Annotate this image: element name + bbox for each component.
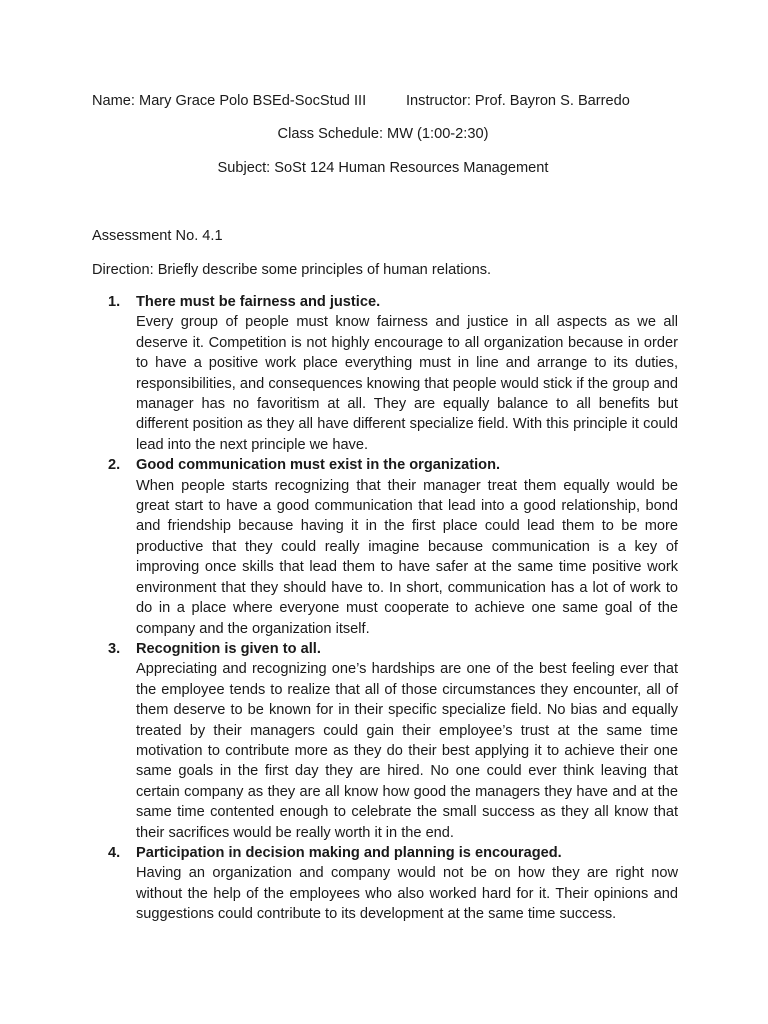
principle-body: Every group of people must know fairness and justice in all aspects as we all deserve it. Competition is not highly encourage to all organization because in order to have a positive work place everything must in line and arrange to its duties, responsibilities, and consequences knowing that people would stick if the group and manager has no favoritism at all. They are equally balance to all benefits but different position as they all have different specialize field. With this principle it could lead into the next principle we have. — [136, 314, 678, 453]
list-item — [108, 292, 678, 455]
principle-title: There must be fairness and justice. — [136, 294, 381, 310]
instructor-name: Instructor: Prof. Bayron S. Barredo — [406, 93, 630, 109]
principle-body: Appreciating and recognizing one’s hardships are one of the best feeling ever that the employee tends to realize that all of those circumstances they encounter, all of them deserve to be known for in their specific specialize field. No bias and equally treated by their managers could gain their employee’s trust at the same time motivation to contribute more as they do their best applying it to achieve their one same goals in the first day they are hired. No one could ever think leaving that certain company as they are all know how good the managers they have and at the same time contented enough to celebrate the small success as they all know that their sacrifices would be really worth it in the end. — [136, 661, 678, 841]
subject-title: Subject: SoSt 124 Human Resources Management — [217, 160, 549, 176]
principle-number: 3. — [108, 640, 121, 657]
principles-list — [108, 292, 678, 925]
student-name: Name: Mary Grace Polo BSEd-SocStud III — [92, 93, 367, 109]
assessment-title: Assessment No. 4.1 — [92, 228, 223, 244]
list-item — [108, 639, 678, 843]
assessment-direction: Direction: Briefly describe some principles of human relations. — [92, 262, 492, 278]
principle-body: When people starts recognizing that their manager treat them equally would be great start to have a good communication that lead into a good relationship, bond and friendship because having it in the first place could lead them to be more productive that they could really imagine because communication is a key of improving once skills that lead them to have safer at the same time positive work environment that they should have to. In short, communication has a lot of work to do in a place where everyone must cooperate to achieve one same goal of the company and the organization itself. — [136, 477, 678, 637]
principle-number: 2. — [108, 457, 121, 474]
principle-title: Participation in decision making and planning is encouraged. — [136, 844, 562, 861]
principle-title: Good communication must exist in the organization. — [136, 457, 501, 474]
header-name-row — [92, 91, 630, 111]
principle-number: 4. — [108, 844, 121, 861]
principle-body: Having an organization and company would not be on how they are right now without the help of the employees who also worked hard for it. Their opinions and suggestions could contribute to its development at the same time success. — [136, 865, 678, 923]
list-item — [108, 843, 678, 925]
principle-title: Recognition is given to all. — [136, 640, 321, 657]
class-schedule: Class Schedule: MW (1:00-2:30) — [277, 126, 489, 142]
principle-number: 1. — [108, 294, 121, 310]
list-item — [108, 455, 678, 639]
